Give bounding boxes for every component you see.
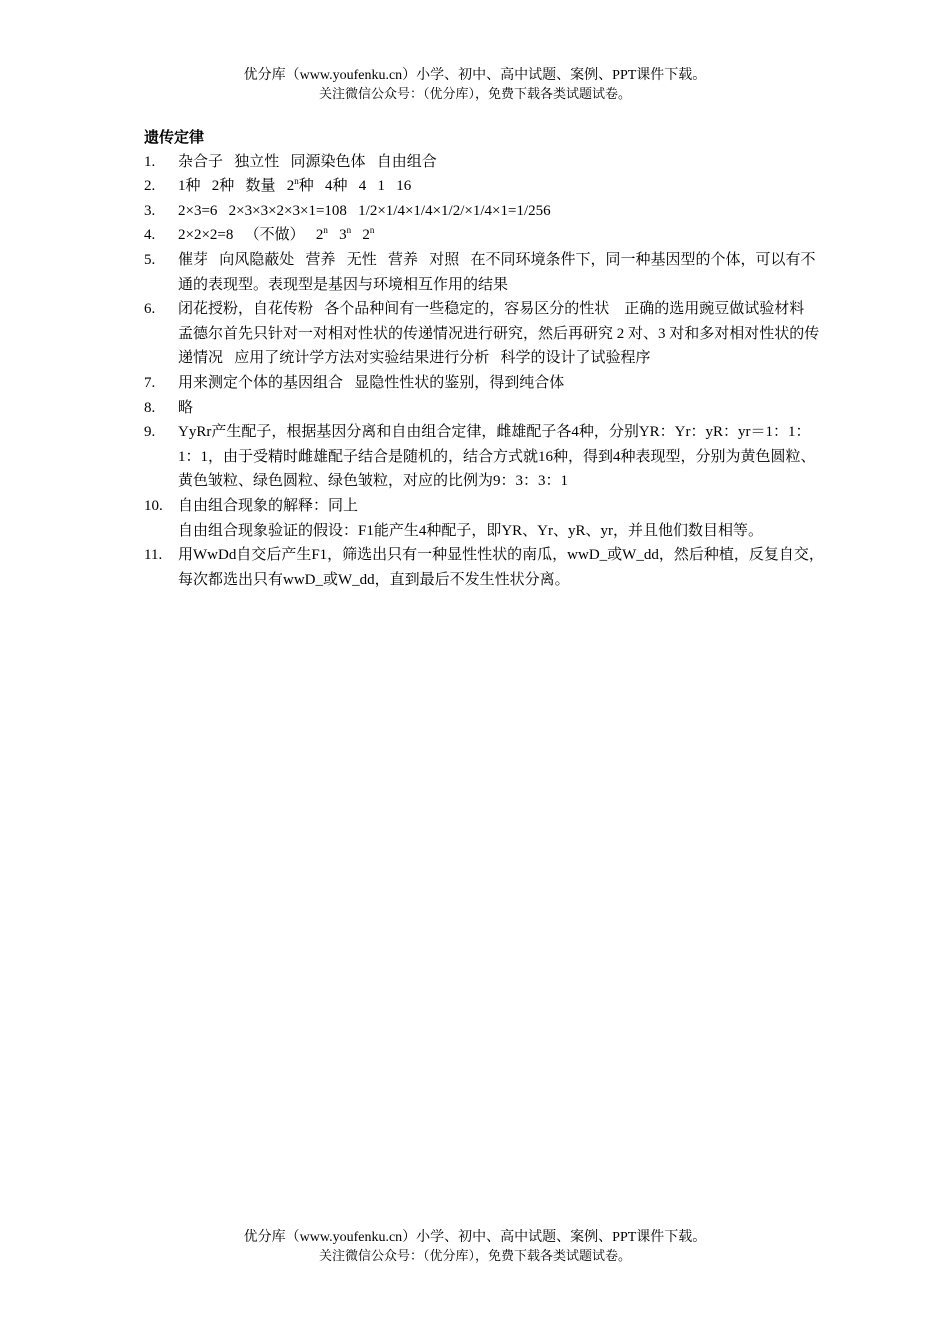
item-text: 2×3=6 2×3×3×2×3×1=108 1/2×1/4×1/4×1/2/×1/4×1=1/256 — [178, 202, 551, 219]
item-number: 9. — [144, 424, 156, 441]
list-item-1 — [144, 150, 824, 175]
item-text-part: 2×2×2=8 （不做） 2 — [178, 227, 324, 244]
answer-list — [144, 150, 824, 593]
superscript: n — [369, 225, 375, 236]
list-item-11 — [144, 543, 824, 592]
footer-line-2: 关注微信公众号：（优分库），免费下载各类试题试卷。 — [318, 1248, 631, 1263]
item-text — [178, 223, 824, 248]
item-number: 4. — [144, 227, 156, 244]
item-number: 7. — [144, 374, 156, 391]
header-line-1: 优分库（www.youfenku.cn）小学、初中、高中试题、案例、PPT课件下载。 — [243, 68, 707, 83]
item-text: 闭花授粉，自花传粉 各个品种间有一些稳定的，容易区分的性状 正确的选用豌豆做试验材料 孟德尔首先只针对一对相对性状的传递情况进行研究，然后再研究 2 对、3 对和多对相对性状的传递情况 应用了统计学方法对实验结果进行分析 科学的设计了试验程序 — [178, 301, 820, 367]
item-text-part: 种 4种 4 1 16 — [298, 178, 412, 195]
item-text — [178, 174, 824, 199]
item-text: 催芽 向风隐蔽处 营养 无性 营养 对照 在不同环境条件下，同一种基因型的个体，可以有不通的表现型。表现型是基因与环境相互作用的结果 — [178, 251, 816, 293]
item-number: 8. — [144, 399, 156, 416]
item-paragraph: 自由组合现象验证的假设：F1能产生4种配子，即YR、Yr、yR、yr，并且他们数目相等。 — [178, 522, 764, 539]
list-item-2 — [144, 174, 824, 199]
page-header — [0, 67, 950, 103]
list-item-7 — [144, 371, 824, 396]
footer-line-1: 优分库（www.youfenku.cn）小学、初中、高中试题、案例、PPT课件下载。 — [243, 1230, 707, 1245]
item-text-part: 3 — [327, 227, 347, 244]
section-title: 遗传定律 — [144, 128, 205, 146]
item-paragraph: 自由组合现象的解释：同上 — [178, 497, 359, 514]
item-text: 用WwDd自交后产生F1，筛选出只有一种显性性状的南瓜，wwD_或W_dd，然后种植，反复自交，每次都选出只有wwD_或W_dd，直到最后不发生性状分离。 — [178, 547, 824, 588]
item-number: 6. — [144, 301, 156, 318]
item-number: 2. — [144, 178, 156, 195]
list-item-3 — [144, 199, 824, 224]
item-text-part: 1种 2种 数量 2 — [178, 178, 295, 195]
item-number: 11. — [144, 547, 163, 564]
header-line-2: 关注微信公众号：（优分库），免费下载各类试题试卷。 — [318, 86, 631, 101]
item-text-part: 2 — [351, 227, 370, 244]
list-item-6 — [144, 297, 824, 371]
item-number: 1. — [144, 153, 156, 170]
superscript: n — [346, 225, 352, 236]
item-number: 3. — [144, 202, 156, 219]
document-body — [144, 125, 824, 592]
item-text: 略 — [178, 399, 194, 416]
item-text: 杂合子 独立性 同源染色体 自由组合 — [178, 153, 437, 170]
item-number: 5. — [144, 251, 156, 268]
item-text: YyRr产生配子，根据基因分离和自由组合定律，雌雄配子各4种，分别YR：Yr：yR：yr＝1：1：1：1，由于受精时雌雄配子结合是随机的，结合方式就16种，得到4种表现型，分别为黄色圆粒、黄色皱粒、绿色圆粒、绿色皱粒，对应的比例为9：3：3：1 — [178, 424, 816, 490]
item-number: 10. — [144, 497, 163, 514]
list-item-5 — [144, 248, 824, 297]
page-footer — [0, 1229, 950, 1265]
list-item-9 — [144, 420, 824, 494]
item-text — [178, 494, 824, 543]
list-item-4 — [144, 223, 824, 248]
superscript: n — [294, 176, 299, 187]
superscript: n — [323, 225, 328, 236]
list-item-10 — [144, 494, 824, 543]
item-text: 用来测定个体的基因组合 显隐性性状的鉴别，得到纯合体 — [178, 374, 565, 391]
list-item-8 — [144, 396, 824, 421]
